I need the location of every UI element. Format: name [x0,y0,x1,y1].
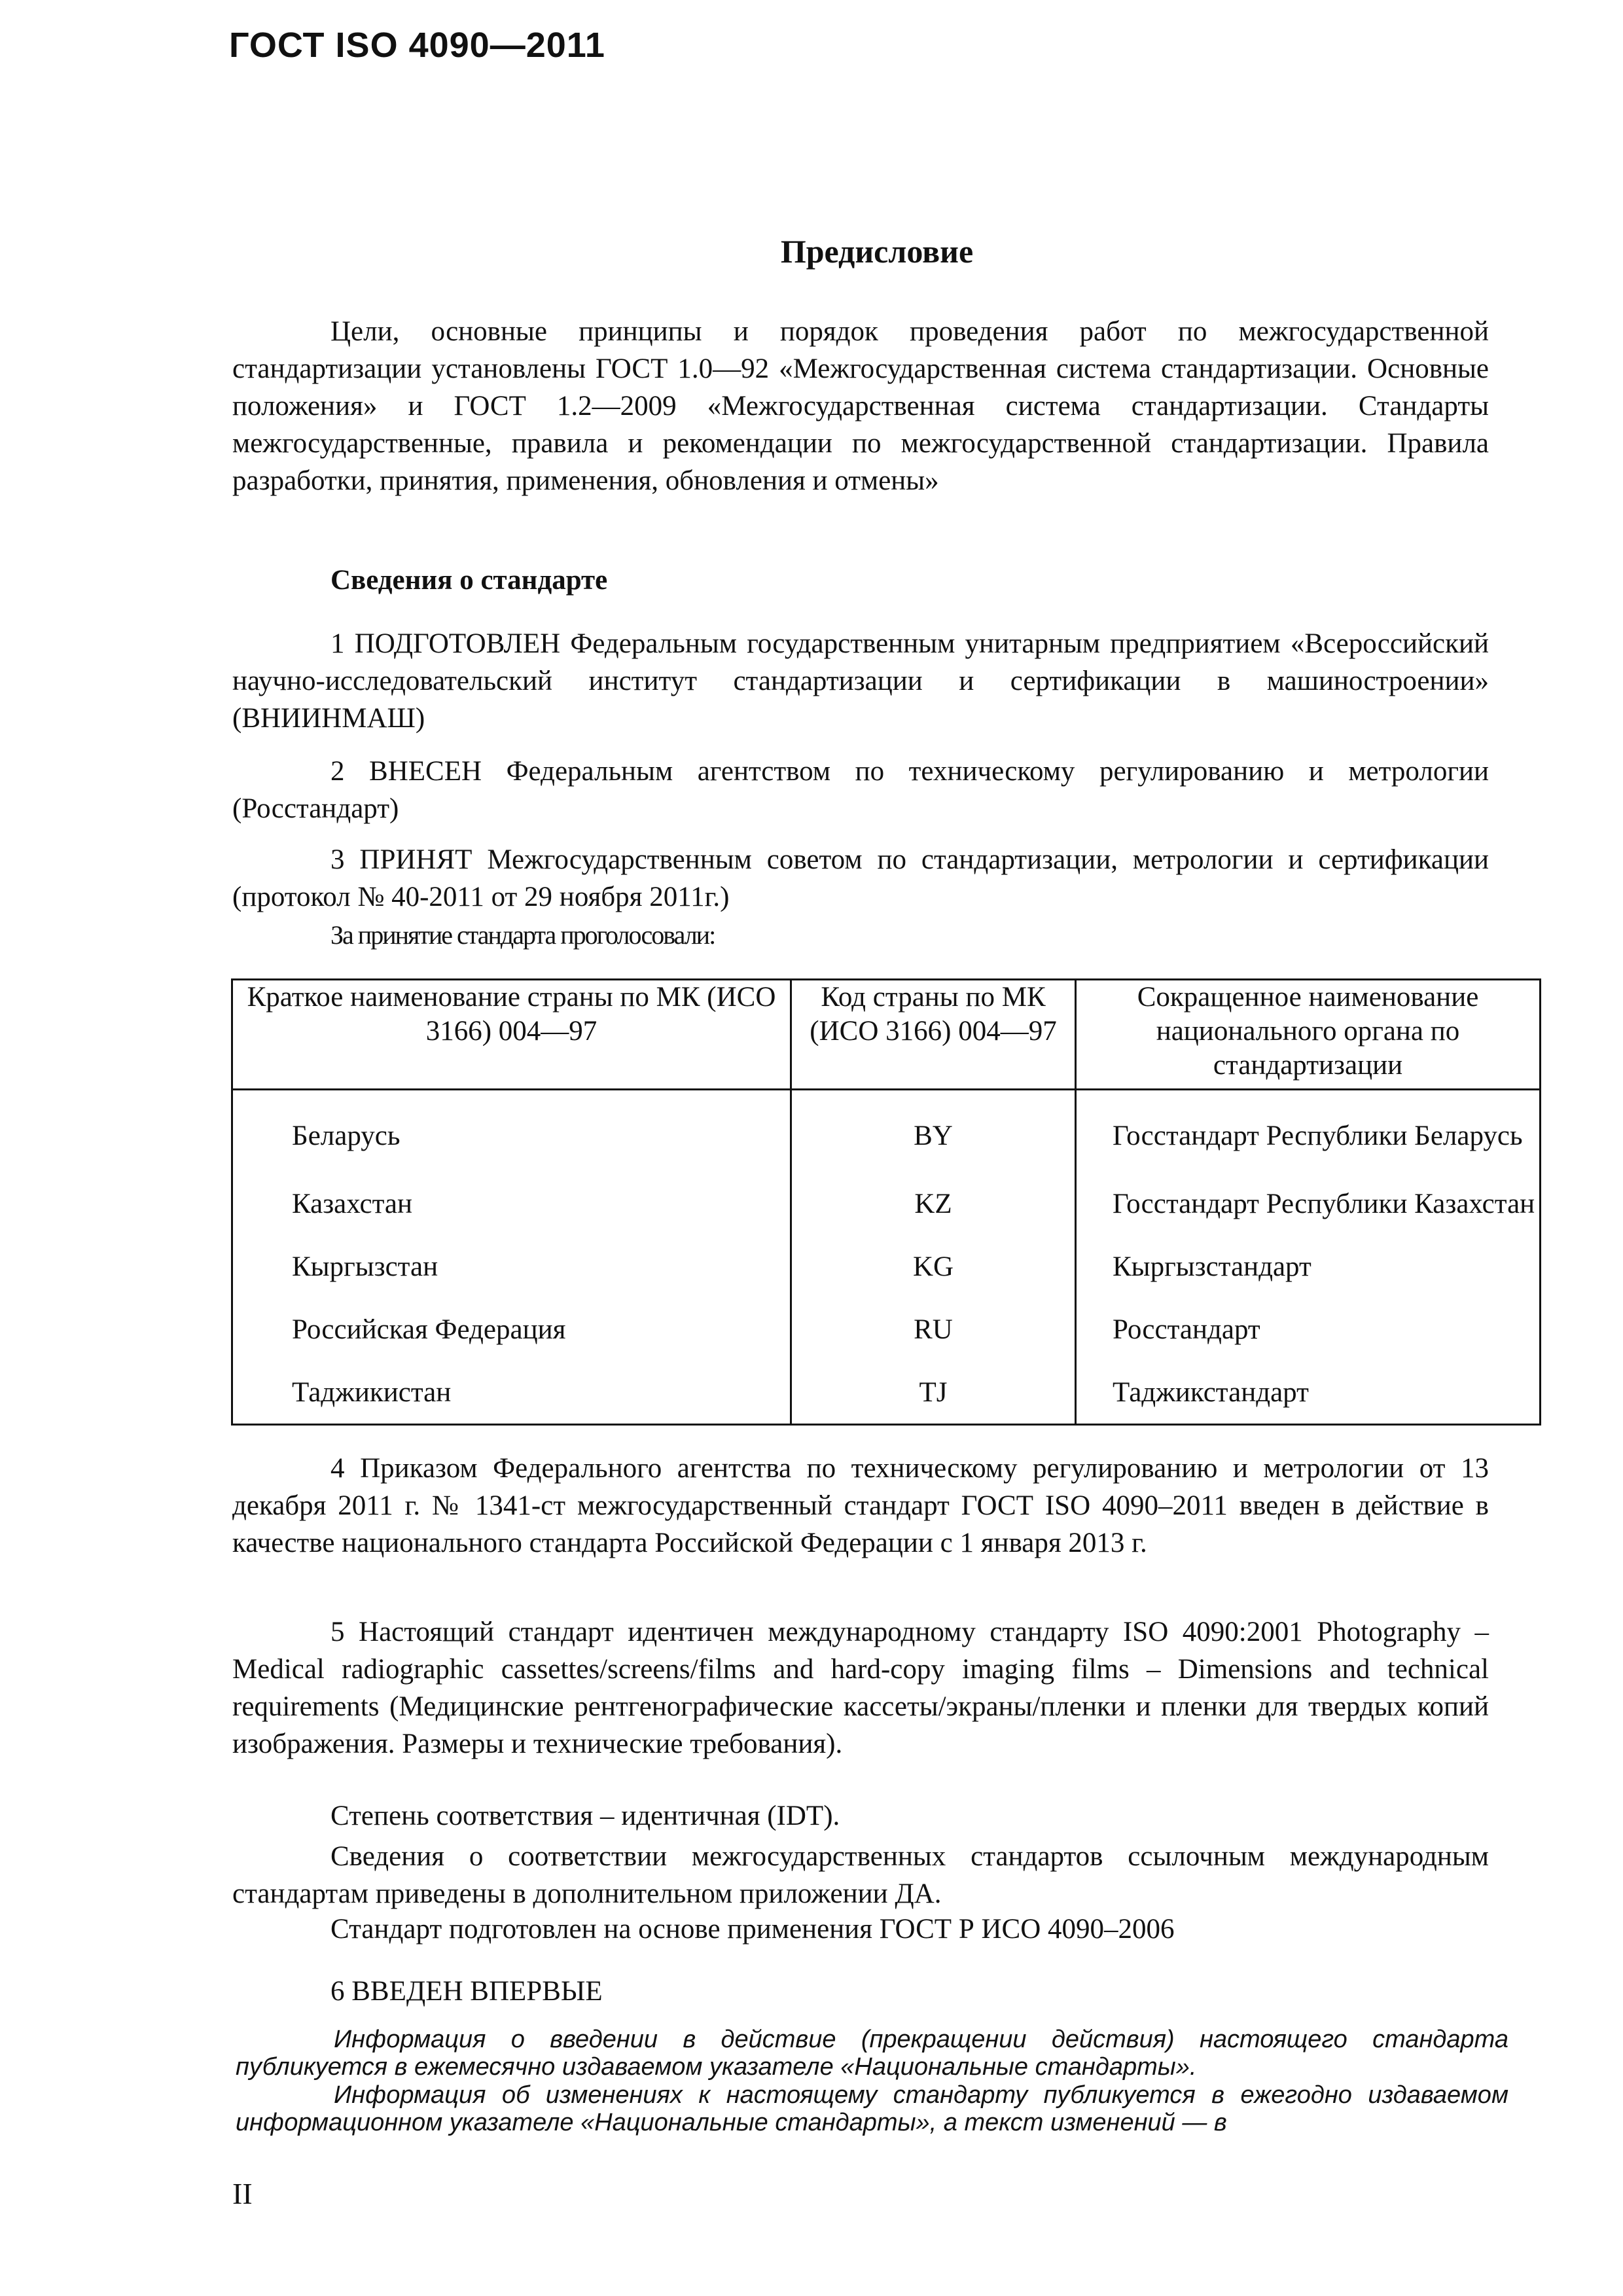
country-name: Российская Федерация [232,1298,791,1361]
table-row [232,1090,1541,1173]
standards-body: Госстандарт Республики Казахстан [1076,1172,1541,1235]
conformity-info: Сведения о соответствии межгосударственных стандартов ссылочным международным стандартам приведены в дополнительном приложении ДА. [232,1841,1489,1909]
country-name: Таджикистан [232,1361,791,1425]
voting-countries-table [231,978,1541,1426]
degree-of-conformity: Степень соответствия – идентичная (IDT). [330,1801,840,1831]
country-code: BY [791,1090,1076,1173]
table-row [232,1361,1541,1425]
page-title: Предисловие [780,233,974,270]
header-country-code: Код страны по МК (ИСО 3166) 004—97 [791,980,1076,1090]
table-header-row [232,980,1541,1090]
table-row [232,1298,1541,1361]
note-amendments-info: Информация об изменениях к настоящему стандарту публикуется в ежегодно издаваемом информационном указателе «Национальные стандарты», а текст изменений — в [236,2081,1508,2136]
section-heading: Сведения о стандарте [330,565,608,596]
basis-statement: Стандарт подготовлен на основе применения ГОСТ Р ИСО 4090–2006 [330,1914,1175,1945]
standards-body: Кыргызстандарт [1076,1235,1541,1298]
item-5-identity: 5 Настоящий стандарт идентичен международному стандарту ISO 4090:2001 Photography – Medical radiographic cassettes/screens/films and hard-copy imaging films – Dimensions and technical requirements (Медицинские рентгенографические кассеты/экраны/пленки и пленки для твердых копий изображения. Размеры и технические требования). [232,1617,1489,1759]
header-standards-body: Сокращенное наименование национального органа по стандартизации [1076,980,1541,1090]
item-3-adopted: 3 ПРИНЯТ Межгосударственным советом по стандартизации, метрологии и сертификации (протокол № 40-2011 от 29 ноября 2011г.) [232,844,1489,912]
standards-body: Госстандарт Республики Беларусь [1076,1090,1541,1173]
country-code: TJ [791,1361,1076,1425]
country-code: KG [791,1235,1076,1298]
document-code: ГОСТ ISO 4090—2011 [229,26,605,65]
country-name: Казахстан [232,1172,791,1235]
table-row [232,1235,1541,1298]
item-2-introduced: 2 ВНЕСЕН Федеральным агентством по техническому регулированию и метрологии (Росстандарт) [232,756,1489,824]
standards-body: Таджикстандарт [1076,1361,1541,1425]
country-code: KZ [791,1172,1076,1235]
page-number: II [232,2177,253,2210]
country-name: Беларусь [232,1090,791,1173]
intro-paragraph: Цели, основные принципы и порядок проведения работ по межгосударственной стандартизации установлены ГОСТ 1.0—92 «Межгосударственная система стандартизации. Основные положения» и ГОСТ 1.2—2009 «Межгосударственная система стандартизации. Стандарты межгосударственные, правила и рекомендации по межгосударственной стандартизации. Правила разработки, принятия, применения, обновления и отмены» [232,316,1489,496]
table-row [232,1172,1541,1235]
country-code: RU [791,1298,1076,1361]
item-4-order: 4 Приказом Федерального агентства по техническому регулированию и метрологии от 13 декабря 2011 г. № 1341-ст межгосударственный стандарт ГОСТ ISO 4090–2011 введен в действие в качестве национального стандарта Российской Федерации с 1 января 2013 г. [232,1453,1489,1558]
item-1-prepared: 1 ПОДГОТОВЛЕН Федеральным государственным унитарным предприятием «Всероссийский научно-исследовательский институт стандартизации и сертификации в машиностроении» (ВНИИНМАШ) [232,628,1489,734]
standards-body: Росстандарт [1076,1298,1541,1361]
country-name: Кыргызстан [232,1235,791,1298]
item-6-first-introduced: 6 ВВЕДЕН ВПЕРВЫЕ [330,1976,603,2007]
voted-caption: За принятие стандарта проголосовали: [330,920,715,950]
header-country-name: Краткое наименование страны по МК (ИСО 3166) 004—97 [232,980,791,1090]
note-introduction-info: Информация о введении в действие (прекращении действия) настоящего стандарта публикуется в ежемесячно издаваемом указателе «Национальные стандарты». [236,2026,1508,2081]
